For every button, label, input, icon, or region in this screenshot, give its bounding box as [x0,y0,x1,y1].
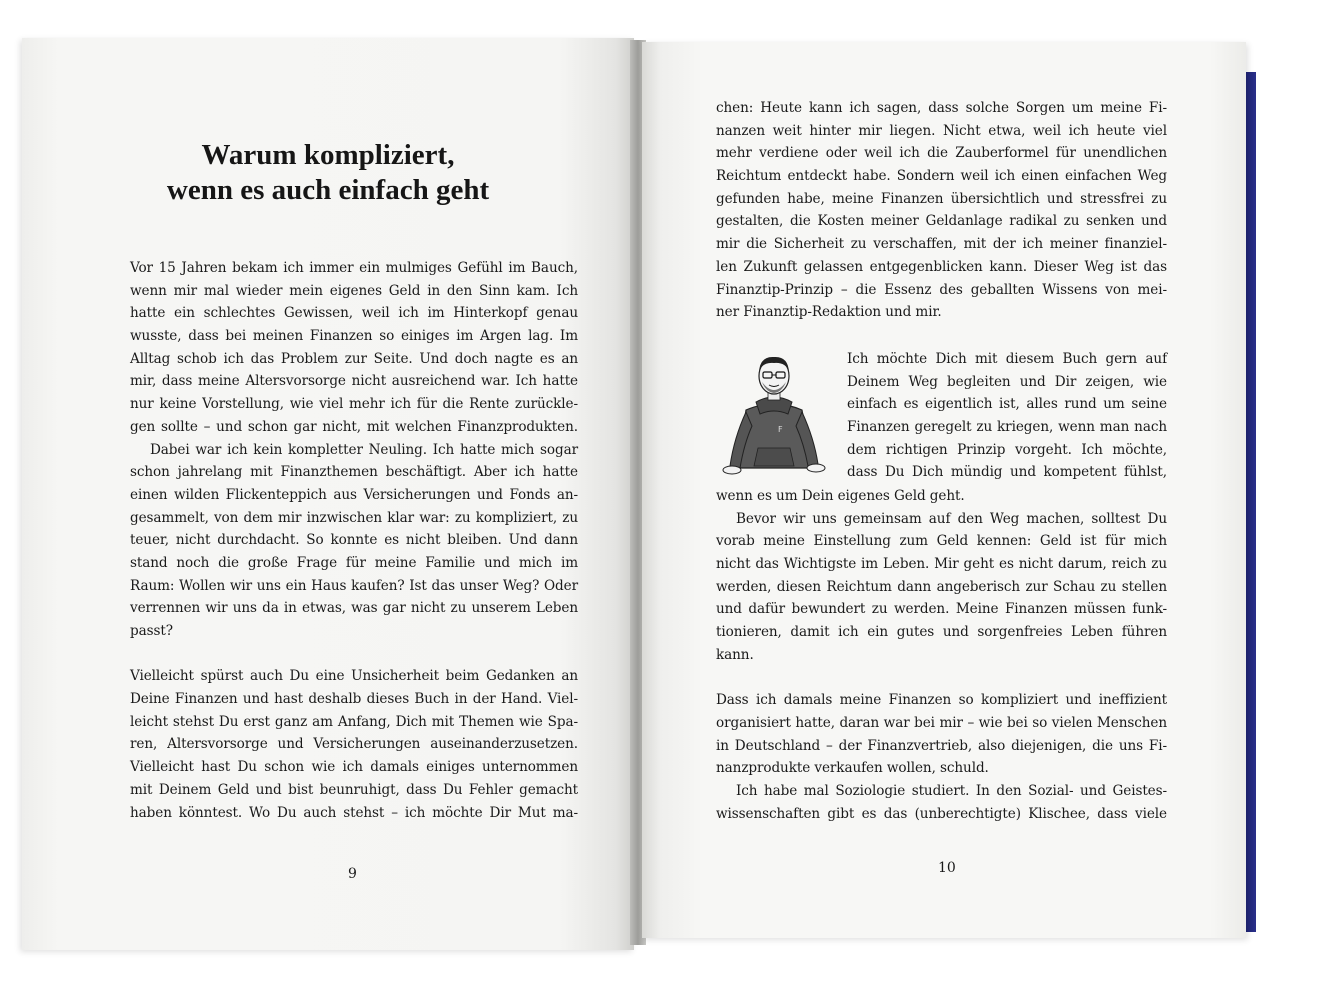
text-line: einfach es eigentlich ist, alles rund um seine [847,396,1167,413]
text-line: dem richtigen Prinzip vorgeht. Ich möchte, [847,441,1167,458]
text-line: Vielleicht spürst auch Du eine Unsicherheit beim Gedanken an [130,668,578,685]
chapter-title-line: Warum kompliziert, [201,139,455,171]
text-line: chen: Heute kann ich sagen, dass solche Sorgen um meine Fi- [716,100,1167,116]
text-line: Dass ich damals meine Finanzen so kompliziert und ineffizient [716,692,1167,709]
text-line: leicht stehst Du erst ganz am Anfang, Dich mit Themen wie Spa- [130,713,578,730]
text-line: vorab meine Einstellung zum Geld kennen: Geld ist für mich [716,533,1167,550]
text-line: ren, Altersvorsorge und Versicherungen auseinanderzusetzen. [130,736,578,753]
text-line: gesammelt, von dem mir inzwischen klar war: zu kompliziert, zu [130,509,578,526]
right-body-text-wrap [847,348,1167,484]
text-line: einen wilden Flickenteppich aus Versicherungen und Fonds an- [130,486,578,503]
text-line: wissenschaften gibt es das (unberechtigte) Klischee, dass viele [716,805,1167,822]
text-line: stand noch die große Frage für meine Familie und mich im [130,554,578,571]
text-line: in Deutschland – der Finanzvertrieb, also diejenigen, die uns Fi- [716,737,1167,754]
text-line: nanzen weit hinter mir liegen. Nicht etwa, weil ich heute viel [716,122,1167,139]
text-line: tionieren, damit ich ein gutes und sorgenfreies Leben führen [716,624,1167,641]
text-line: nicht das Wichtigste im Leben. Mir geht es nicht darum, reich zu [716,556,1167,573]
left-body-text [130,257,578,824]
text-line: und dafür bewundert zu werden. Meine Finanzen müssen funk- [716,601,1167,618]
text-line: verrennen wir uns da in etwas, was gar nicht zu unserem Leben [130,600,578,617]
text-line: Ich habe mal Soziologie studiert. In den Sozial- und Geistes- [736,782,1167,799]
text-line: wenn mir mal wieder mein eigenes Geld in den Sinn kam. Ich [130,282,578,299]
text-line: Dabei war ich kein kompletter Neuling. Ich hatte mich sogar [150,441,578,458]
page-number: 9 [348,866,357,882]
text-line: werden, diesen Reichtum dann angeberisch zur Schau zu stellen [716,578,1167,595]
text-line: Raum: Wollen wir uns ein Haus kaufen? Ist das unser Weg? Oder [130,577,578,594]
text-line: dass Du Dich mündig und kompetent fühlst, [847,464,1167,481]
author-illustration [716,348,832,478]
text-line: Vor 15 Jahren bekam ich immer ein mulmiges Gefühl im Bauch, [130,260,578,276]
svg-text:F: F [778,425,783,434]
text-line: gen sollte – und schon gar nicht, mit welchen Finanzprodukten. [130,418,578,435]
text-line: Reichtum entdeckt habe. Sondern weil ich einen einfachen Weg [716,168,1167,185]
text-line: organisiert hatte, daran war bei mir – wie bei so vielen Menschen [716,714,1167,731]
text-line: Finanzen geregelt zu kriegen, wenn man nach [847,419,1167,436]
text-line: kann. [716,646,754,663]
text-line: gefunden habe, meine Finanzen übersichtlich und stressfrei zu [716,190,1167,207]
text-line: mehr verdiene oder weil ich die Zauberformel für unendlichen [716,145,1167,162]
text-line: Bevor wir uns gemeinsam auf den Weg machen, solltest Du [736,510,1167,527]
text-line: hatte ein schlechtes Gewissen, weil ich im Hinterkopf genau [130,305,578,322]
text-line: teuer, nicht durchdacht. So konnte es nicht bleiben. Und dann [130,532,578,549]
text-line: mit Deinem Geld und bist beunruhigt, dass Du Fehler gemacht [130,781,578,798]
right-page [642,42,1246,938]
chapter-title-line: wenn es auch einfach geht [166,174,490,206]
right-body-text-bottom [716,485,1167,825]
text-line: mir, dass meine Altersvorsorge nicht ausreichend war. Ich hatte [130,373,578,390]
text-line: mir die Sicherheit zu verschaffen, mit der ich meiner finanziel- [716,236,1167,253]
text-line: len Zukunft gelassen entgegenblicken kann. Dieser Weg ist das [716,258,1167,275]
chapter-title [22,138,634,208]
text-line: gestalten, die Kosten meiner Geldanlage radikal zu senken und [716,213,1167,230]
text-line: Deinem Weg begleiten und Dir zeigen, wie [847,373,1167,390]
text-line: schon jahrelang mit Finanzthemen beschäftigt. Aber ich hatte [130,464,578,481]
text-line: Ich möchte Dich mit diesem Buch gern auf [847,351,1167,367]
page-number: 10 [938,860,956,876]
text-line: Finanztip-Prinzip – die Essenz des geballten Wissens von mei- [716,281,1167,298]
right-body-text-top [716,97,1167,324]
left-page [22,38,634,950]
text-line: Vielleicht hast Du schon wie ich damals einiges unternommen [130,759,578,776]
text-line: wenn es um Dein eigenes Geld geht. [716,488,965,504]
text-line: Alltag schob ich das Problem zur Seite. Und doch nagte es an [130,350,578,367]
text-line: nur keine Vorstellung, wie viel mehr ich für die Rente zurückle- [130,396,578,413]
text-line: ner Finanztip-Redaktion und mir. [716,304,942,321]
text-line: haben könntest. Wo Du auch stehst – ich möchte Dir Mut ma- [130,804,578,821]
text-line: nanzprodukte verkaufen wollen, schuld. [716,760,989,777]
text-line: Deine Finanzen und hast deshalb dieses Buch in der Hand. Viel- [130,691,578,708]
text-line: passt? [130,623,173,639]
text-line: wusste, dass bei meinen Finanzen so einiges im Argen lag. Im [130,328,578,345]
